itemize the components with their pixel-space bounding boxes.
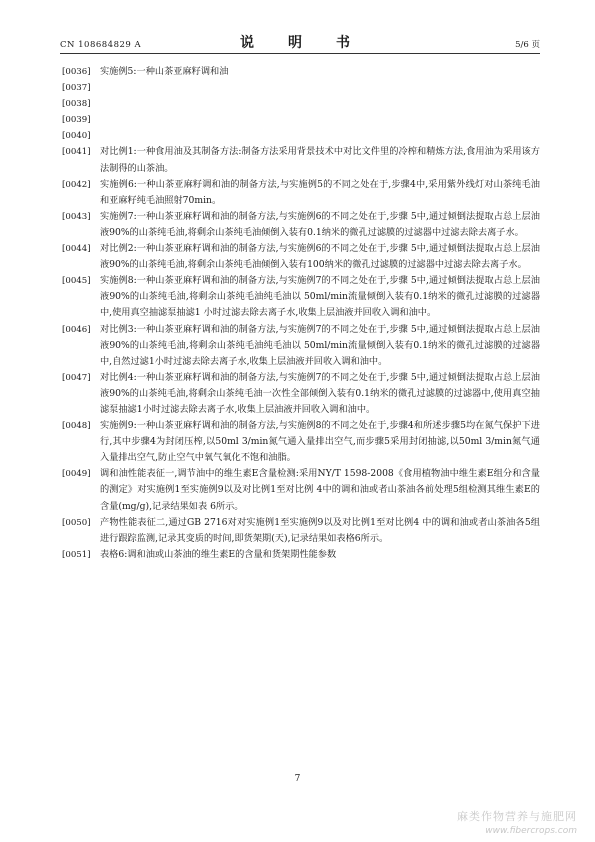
paragraph-number: [0043] [62,211,91,222]
paragraph [62,515,540,547]
paragraph-number: [0041] [62,147,91,158]
page-indicator: 5/6 页 [515,40,540,50]
paragraph-text: 表格6:调和油或山茶油的维生素E的含量和货架期性能参数 [100,548,337,560]
page-header [60,32,540,54]
header-rule [60,53,540,54]
paragraph-text: 实施例9:一种山茶亚麻籽调和油的制备方法,与实施例8的不同之处在于,步骤4和所述步骤5均在氮气保护下进行,其中步骤4为封闭压榨,以50ml 3/min氮气通入量排出空气,而步骤5采用封闭抽滤,以50ml 3/min氮气通入量排出空气,防止空气中氧气氧化不饱和油脂。 [100,420,540,464]
paragraph-number: [0050] [62,517,91,528]
watermark-text: 麻类作物营养与施肥网 [457,810,577,823]
paragraph-text: 实施例8:一种山茶亚麻籽调和油的制备方法,与实施例7的不同之处在于,步骤 5中,通过倾倒法提取占总上层油液90%的山茶纯毛油,将剩余山茶纯毛油纯毛油以 50ml/min流量倾倒入装有0.1纳米的微孔过滤膜的过滤器中,使用真空抽滤泵抽滤1 小时过滤去除去离子水,收集上层油液并回收入调和油中。 [100,275,540,319]
document-title: 说 明 书 [240,35,360,51]
paragraph-text: 调和油性能表征一,调节油中的维生素E含量检测:采用NY/T 1598-2008《食用植物油中维生素E组分和含量的测定》对实施例1至实施例9以及对比例1至对比例 4中的调和油或者山茶油各前处理5组检测其维生素E的含量(mg/g),记录结果如表 6所示。 [100,468,540,512]
paragraph-number: [0036] [62,67,91,77]
paragraph-number: [0038] [62,99,91,110]
paragraph [62,80,540,96]
paragraph [62,322,540,370]
paragraph [62,273,540,321]
paragraph-number: [0039] [62,115,91,126]
patent-number: CN 108684829 A [60,40,142,50]
page-number: 7 [294,774,301,784]
paragraph [62,112,540,128]
document-body [62,64,540,563]
paragraph-number: [0047] [62,372,91,383]
paragraph [62,209,540,241]
paragraph [62,177,540,209]
paragraph [62,241,540,273]
paragraph-text: 对比例1:一种食用油及其制备方法:制备方法采用背景技术中对比文件里的冷榨和精炼方法,食用油为采用该方法制得的山茶油。 [100,146,540,174]
paragraph [62,96,540,112]
paragraph-text: 对比例2:一种山茶亚麻籽调和油的制备方法,与实施例6的不同之处在于,步骤 5中,通过倾倒法提取占总上层油液90%的山茶纯毛油,将剩余山茶纯毛油倾倒入装有100纳米的微孔过滤膜的过滤器中过滤去除去离子水。 [100,243,540,271]
paragraph-number: [0048] [62,421,91,432]
paragraph-number: [0044] [62,244,91,255]
paragraph [62,547,540,563]
paragraph [62,370,540,418]
paragraph [62,144,540,176]
watermark [457,808,577,836]
paragraph-number: [0045] [62,276,91,287]
paragraph-number: [0049] [62,469,91,480]
paragraph-text: 实施例5:一种山茶亚麻籽调和油 [100,66,229,77]
paragraph-number: [0051] [62,549,91,560]
paragraph-number: [0046] [62,324,91,335]
paragraph [62,64,540,80]
paragraph [62,466,540,514]
paragraph-text: 实施例6:一种山茶亚麻籽调和油的制备方法,与实施例5的不同之处在于,步骤4中,采用紫外线灯对山茶纯毛油和亚麻籽纯毛油照射70min。 [100,178,540,206]
paragraph-number: [0042] [62,179,91,190]
paragraph-text: 实施例7:一种山茶亚麻籽调和油的制备方法,与实施例6的不同之处在于,步骤 5中,通过倾倒法提取占总上层油液90%的山茶纯毛油,将剩余山茶纯毛油倾倒入装有0.1纳米的微孔过滤膜的过滤器中过滤去除去离子水。 [100,210,540,238]
paragraph-text: 对比例4:一种山茶亚麻籽调和油的制备方法,与实施例7的不同之处在于,步骤 5中,通过倾倒法提取占总上层油液90%的山茶纯毛油,将剩余山茶纯毛油一次性全部倾倒入装有0.1纳米的微孔过滤膜的过滤器中,使用真空抽滤泵抽滤1小时过滤去除去离子水,收集上层油液并回收入调和油中。 [100,371,540,415]
paragraph-number: [0040] [62,131,91,142]
watermark-url: www.fibercrops.com [485,826,577,836]
paragraph-text: 产物性能表征二,通过GB 2716对对实施例1至实施例9以及对比例1至对比例4 中的调和油或者山茶油各5组进行跟踪监测,记录其变质的时间,即货架期(天),记录结果如表格6所示。 [100,516,540,544]
paragraph-number: [0037] [62,83,91,94]
paragraph-text: 对比例3:一种山茶亚麻籽调和油的制备方法,与实施例7的不同之处在于,步骤 5中,通过倾倒法提取占总上层油液90%的山茶纯毛油,将剩余山茶纯毛油纯毛油以 50ml/min流量倾倒入装有0.1纳米的微孔过滤膜的过滤器中,自然过滤1小时过滤去除去离子水,收集上层油液并回收入调和油中。 [100,323,540,367]
paragraph [62,418,540,466]
paragraph [62,128,540,144]
